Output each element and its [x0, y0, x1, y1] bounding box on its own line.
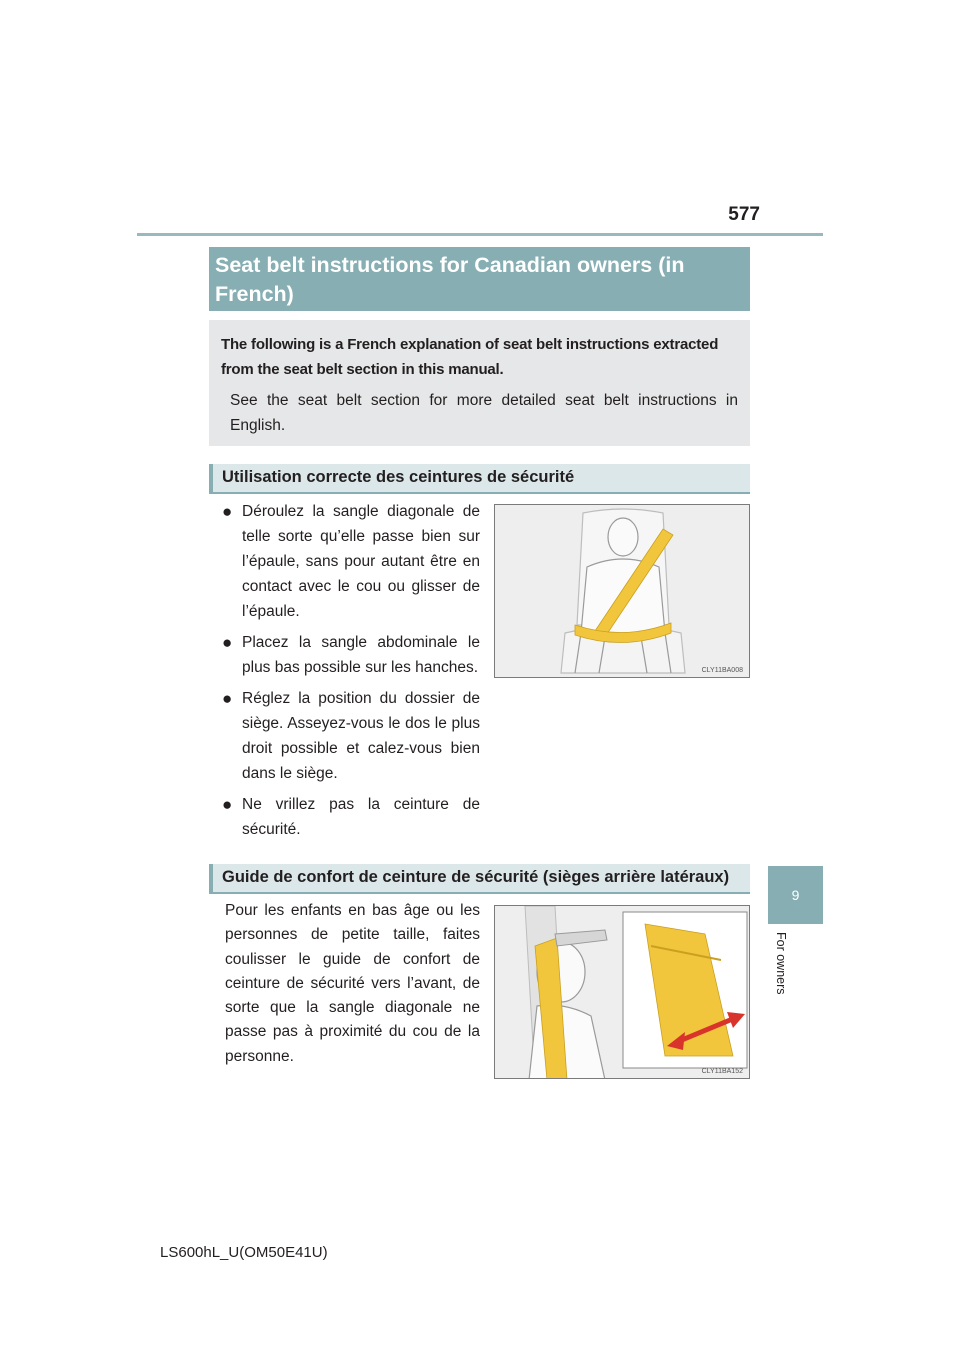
list-item-text: Ne vrillez pas la ceinture de sécurité.	[242, 796, 480, 838]
section-heading-text: Guide de confort de ceinture de sécurité (sièges arrière latéraux)	[222, 868, 730, 886]
intro-bold-text: The following is a French explanation of seat belt instructions extracted from the seat belt section in this manual.	[221, 336, 719, 378]
list-item	[222, 630, 480, 680]
chapter-tab: 9	[768, 866, 823, 924]
intro-box	[209, 320, 750, 446]
bullet-list	[222, 499, 480, 848]
bullet-icon: ●	[222, 795, 233, 814]
section-heading-text: Utilisation correcte des ceintures de sécurité	[222, 468, 575, 486]
list-item	[222, 686, 480, 786]
comfort-guide-figure	[494, 905, 750, 1079]
seat-belt-figure	[494, 504, 750, 678]
comfort-guide-text: Pour les enfants en bas âge ou les personnes de petite taille, faites coulisser le guide de confort de ceinture de sécurité vers l’avant, de sorte que la sangle diagonale ne passe pas à proximité du cou de la personne.	[225, 902, 480, 1065]
title-bar	[209, 247, 750, 311]
seated-person-illustration	[495, 505, 750, 678]
bullet-icon: ●	[222, 633, 233, 652]
figure-code: CLY11BA008	[701, 667, 743, 674]
section-heading-comfort-guide	[209, 864, 750, 894]
chapter-label: For owners	[774, 932, 788, 995]
section-heading-correct-use	[209, 464, 750, 494]
list-item-text: Placez la sangle abdominale le plus bas possible sur les hanches.	[242, 634, 480, 676]
list-item	[222, 499, 480, 624]
comfort-guide-illustration	[495, 906, 750, 1079]
bullet-icon: ●	[222, 502, 233, 521]
bullet-icon: ●	[222, 689, 233, 708]
list-item-text: Déroulez la sangle diagonale de telle sorte qu’elle passe bien sur l’épaule, sans pour autant être en contact avec le cou ou glisser de l’épaule.	[242, 503, 480, 620]
footer-model-code: LS600hL_U(OM50E41U)	[160, 1244, 328, 1261]
page-title: Seat belt instructions for Canadian owners (in French)	[215, 253, 685, 306]
list-item	[222, 792, 480, 842]
top-rule	[137, 233, 823, 236]
list-item-text: Réglez la position du dossier de siège. Asseyez-vous le dos le plus droit possible et calez-vous bien dans le siège.	[242, 690, 480, 782]
page-number: 577	[728, 204, 760, 225]
figure-code: CLY11BA152	[701, 1068, 743, 1075]
intro-normal-text: See the seat belt section for more detailed seat belt instructions in English.	[230, 392, 738, 434]
